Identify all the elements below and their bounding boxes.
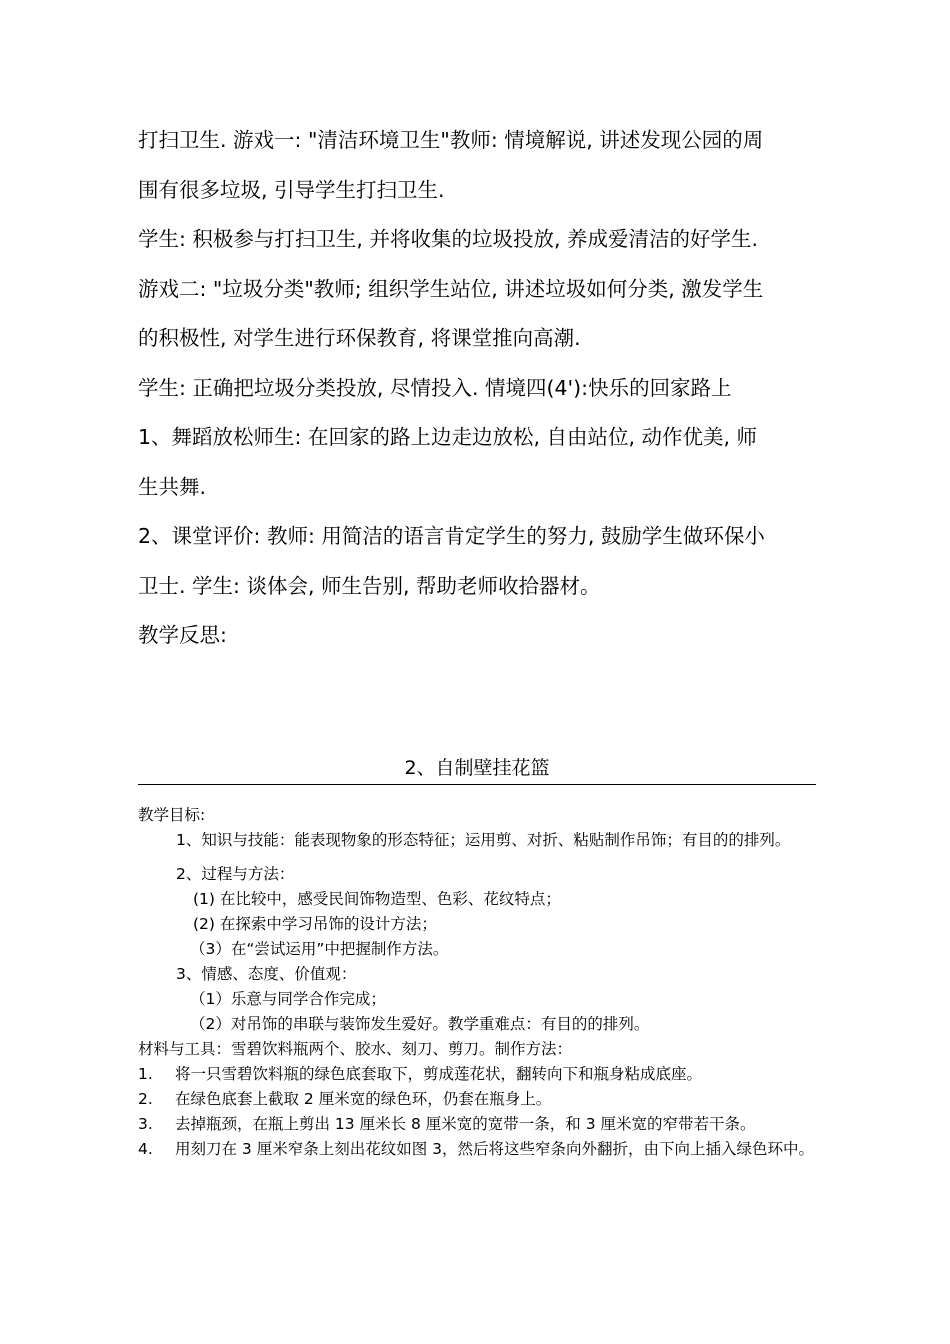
- objectives-heading: 教学目标:: [138, 806, 206, 824]
- objective-process-item: (1) 在比较中，感受民间饰物造型、色彩、花纹特点；: [193, 890, 561, 908]
- paragraph-line: 卫士. 学生: 谈体会, 师生告别, 帮助老师收拾器材。: [138, 573, 601, 598]
- paragraph-line: 生共舞.: [138, 474, 207, 499]
- paragraph-line: 的积极性, 对学生进行环保教育, 将课堂推向高潮.: [138, 326, 581, 350]
- paragraph-line: 2、课堂评价: 教师: 用简洁的语言肯定学生的努力, 鼓励学生做环保小: [138, 524, 765, 548]
- lesson-body-text: [138, 116, 818, 661]
- step-text: 将一只雪碧饮料瓶的绿色底套取下，剪成莲花状，翻转向下和瓶身粘成底座。: [175, 1065, 703, 1083]
- objective-attitude-item: （1）乐意与同学合作完成；: [190, 990, 386, 1008]
- paragraph-line: 学生: 正确把垃圾分类投放, 尽情投入. 情境四(4'):快乐的回家路上: [138, 375, 732, 400]
- objective-attitude-item: （2）对吊饰的串联与装饰发生爱好。教学重难点：有目的的排列。: [190, 1015, 650, 1033]
- step-item: [138, 1112, 816, 1137]
- paragraph-line: 打扫卫生. 游戏一: "清洁环境卫生"教师: 情境解说, 讲述发现公园的周: [138, 128, 764, 152]
- paragraph-line: 学生: 积极参与打扫卫生, 并将收集的垃圾投放, 养成爱清洁的好学生.: [138, 227, 759, 251]
- step-text: 在绿色底套上截取 2 厘米宽的绿色环，仍套在瓶身上。: [175, 1090, 552, 1108]
- step-number: 4.: [138, 1140, 153, 1158]
- step-item: [138, 1087, 816, 1112]
- step-item: [138, 1137, 816, 1162]
- objective-attitude-heading: 3、情感、态度、价值观：: [176, 965, 357, 983]
- step-text: 用刻刀在 3 厘米窄条上刻出花纹如图 3，然后将这些窄条向外翻折，由下向上插入绿色环中。: [175, 1140, 815, 1158]
- lesson-plan-section: [138, 803, 816, 1162]
- reflection-heading: 教学反思:: [138, 623, 227, 647]
- paragraph-line: 1、舞蹈放松师生: 在回家的路上边走边放松, 自由站位, 动作优美, 师: [138, 425, 758, 449]
- objective-knowledge: 1、知识与技能：能表现物象的形态特征；运用剪、对折、粘贴制作吊饰；有目的的排列。: [176, 831, 791, 849]
- step-number: 1.: [138, 1065, 153, 1083]
- objective-process-item: （3）在“尝试运用”中把握制作方法。: [190, 940, 449, 958]
- paragraph-line: 围有很多垃圾, 引导学生打扫卫生.: [138, 177, 445, 202]
- objective-process-item: (2) 在探索中学习吊饰的设计方法；: [193, 915, 437, 933]
- step-item: [138, 1062, 816, 1087]
- lesson-title: 2、自制壁挂花篮: [138, 752, 816, 785]
- objective-process-heading: 2、过程与方法：: [176, 865, 295, 883]
- materials-line: 材料与工具：雪碧饮料瓶两个、胶水、刻刀、剪刀。制作方法：: [138, 1040, 573, 1058]
- step-number: 3.: [138, 1115, 153, 1133]
- step-number: 2.: [138, 1090, 153, 1108]
- step-text: 去掉瓶颈，在瓶上剪出 13 厘米长 8 厘米宽的宽带一条，和 3 厘米宽的窄带若干条。: [175, 1115, 756, 1133]
- paragraph-line: 游戏二: "垃圾分类"教师; 组织学生站位, 讲述垃圾如何分类, 激发学生: [138, 276, 764, 301]
